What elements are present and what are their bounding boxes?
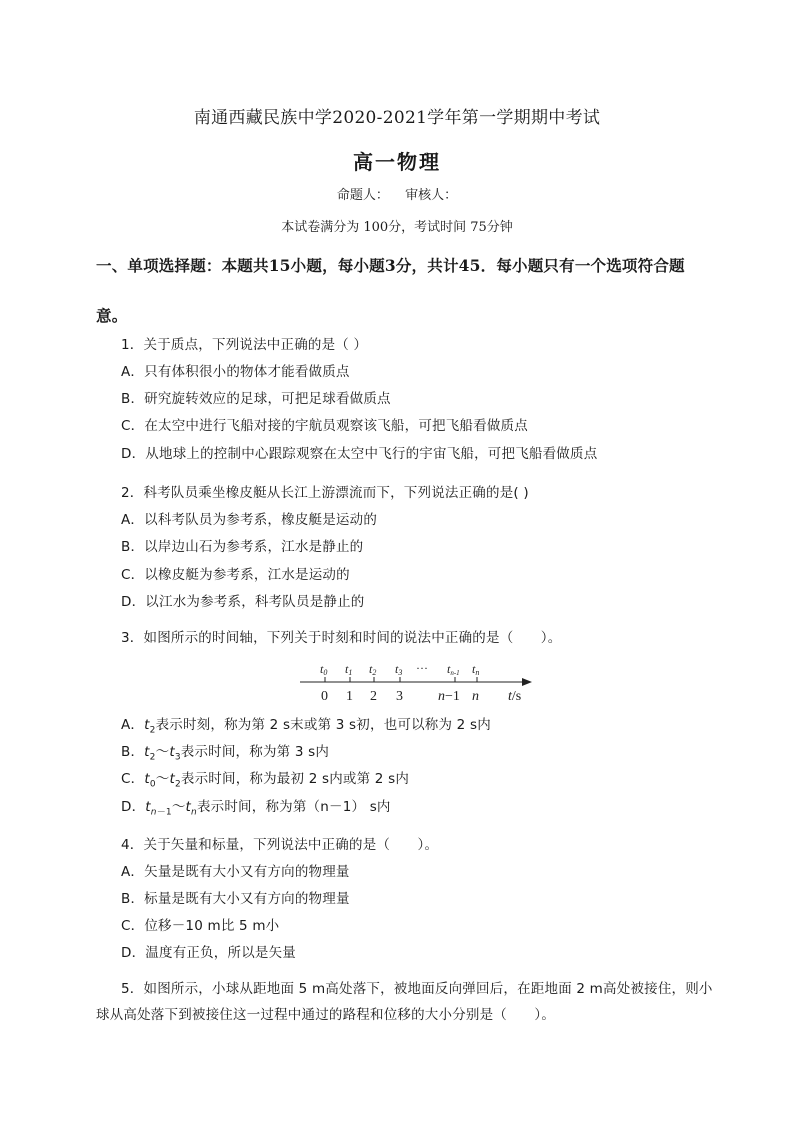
question-2-option-b: B．以岸边山石为参考系，江水是静止的 xyxy=(121,539,364,555)
question-2-option-d: D．以江水为参考系，科考队员是静止的 xyxy=(121,594,365,610)
timeline-diagram xyxy=(296,658,536,708)
question-1-option-c: C．在太空中进行飞船对接的宇航员观察该飞船，可把飞船看做质点 xyxy=(121,418,528,434)
question-1-stem: 1．关于质点，下列说法中正确的是（ ） xyxy=(121,337,368,353)
question-4-stem: 4．关于矢量和标量，下列说法中正确的是（ ）。 xyxy=(121,837,439,853)
tick-label-ellipsis: ··· xyxy=(416,661,428,675)
tick-label-tn-1: tn-1 xyxy=(447,662,460,677)
setter-label: 命题人： xyxy=(336,188,389,203)
question-4-option-d: D．温度有正负，所以是矢量 xyxy=(121,945,296,961)
question-4-option-c: C．位移－10 m比 5 m小 xyxy=(121,918,280,934)
reviewer-label: 审核人： xyxy=(405,188,458,203)
question-5-stem: 5．如图所示，小球从距地面 5 m高处落下，被地面反向弹回后，在距地面 2 m高处被接住，则小球从高处落下到被接住这一过程中通过的路程和位移的大小分别是（ ）。 xyxy=(96,981,713,1023)
question-3-stem: 3．如图所示的时间轴，下列关于时刻和时间的说法中正确的是（ ）。 xyxy=(121,630,562,646)
question-3-option-b: B．$t_2\sim t_3$表示时间，称为第 3 s内 xyxy=(121,744,330,763)
axis-label-n-1: n−1 xyxy=(438,689,460,704)
tick-label-t2: t2 xyxy=(369,662,377,677)
axis-label-2: 2 xyxy=(370,689,377,704)
tick-label-tn: tn xyxy=(472,662,480,677)
tick-label-t3: t3 xyxy=(395,662,403,677)
question-4-option-a: A．矢量是既有大小又有方向的物理量 xyxy=(121,864,350,880)
question-1-option-b: B．研究旋转效应的足球，可把足球看做质点 xyxy=(121,391,391,407)
section-heading: 一、单项选择题：本题共15小题，每小题3分，共计45．每小题只有一个选项符合题意。 xyxy=(96,256,685,325)
tick-label-t0: t0 xyxy=(320,662,328,677)
axis-label-0: 0 xyxy=(321,689,328,704)
question-2-option-c: C．以橡皮艇为参考系，江水是运动的 xyxy=(121,567,350,583)
question-2-stem: 2．科考队员乘坐橡皮艇从长江上游漂流而下，下列说法正确的是( ) xyxy=(121,485,529,501)
author-line xyxy=(0,184,794,203)
question-3-option-c: C．$t_0\sim t_2$表示时间，称为最初 2 s内或第 2 s内 xyxy=(121,771,410,790)
question-1-option-a: A．只有体积很小的物体才能看做质点 xyxy=(121,364,350,380)
question-4-option-b: B．标量是既有大小又有方向的物理量 xyxy=(121,891,350,907)
tick-label-t1: t1 xyxy=(345,662,353,677)
subject-title: 高一物理 xyxy=(353,150,441,174)
question-3-option-d: D．$t_{n-1}\sim t_n$表示时间，称为第（n－1） s内 xyxy=(121,799,391,818)
question-1-option-d: D．从地球上的控制中心跟踪观察在太空中飞行的宇宙飞船，可把飞船看做质点 xyxy=(121,446,598,462)
axis-label-3: 3 xyxy=(396,689,403,704)
question-3-option-a: A．$t_2$表示时刻，称为第 2 s末或第 3 s初，也可以称为 2 s内 xyxy=(121,717,491,736)
question-2-option-a: A．以科考队员为参考系，橡皮艇是运动的 xyxy=(121,512,378,528)
timeline-arrow-icon xyxy=(522,678,532,686)
axis-unit-label: t/s xyxy=(508,689,522,704)
exam-note: 本试卷满分为 100分，考试时间 75分钟 xyxy=(281,220,513,235)
axis-label-1: 1 xyxy=(346,689,353,704)
exam-title: 南通西藏民族中学2020-2021学年第一学期期中考试 xyxy=(193,108,601,128)
axis-label-n: n xyxy=(472,689,479,704)
